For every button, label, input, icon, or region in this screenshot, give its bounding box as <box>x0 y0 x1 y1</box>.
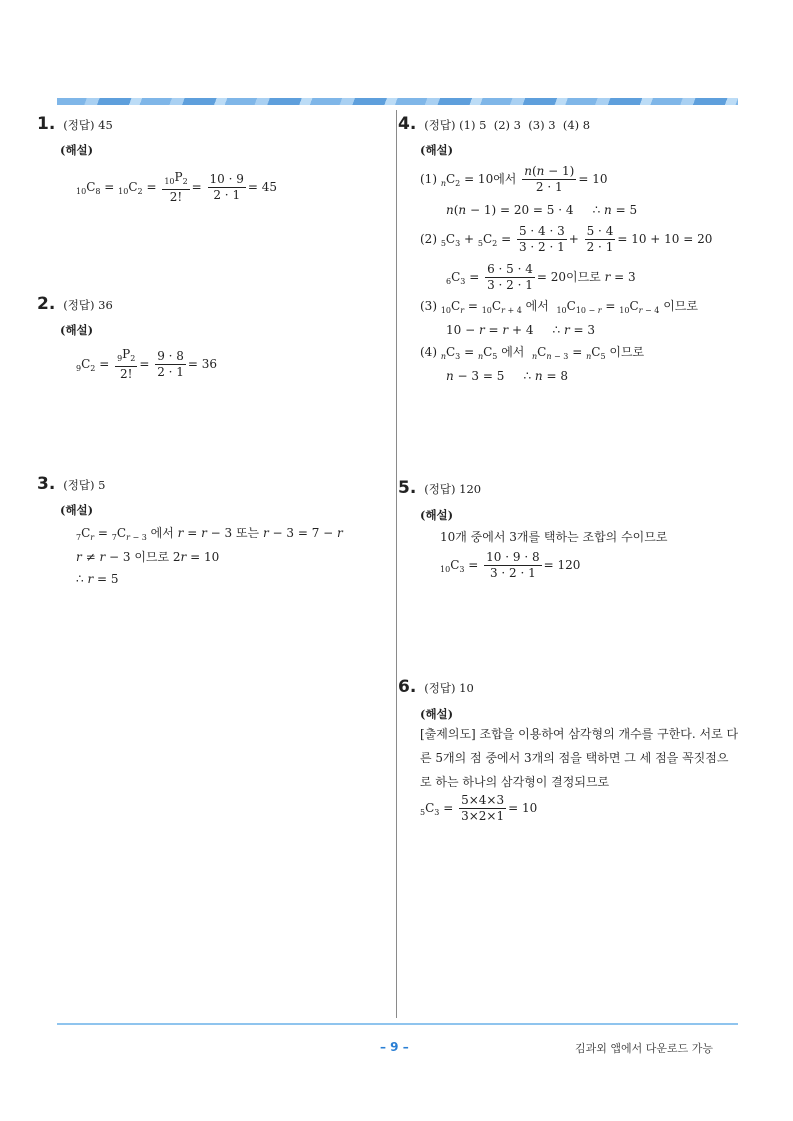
problem-number: 2. <box>37 294 56 314</box>
formula: $_7C_r = _7C_{r - 3}$ 에서 r = r − 3 또는 r − 3 = 7 − r <box>76 526 343 542</box>
answer: (정답) 10 <box>424 681 474 695</box>
answer: (정답) 120 <box>424 482 482 496</box>
problem-number: 4. <box>398 114 417 134</box>
problem-1-header <box>37 114 113 134</box>
formula: n(n − 1) = 20 = 5 · 4 ∴ n = 5 <box>446 203 638 217</box>
explanation-label: (해설) <box>420 508 454 522</box>
formula: $_5C_3$ = $\frac{5\times 4\times 3}{3\times 2\times 1}$ = 10 <box>420 793 538 823</box>
answer: (정답) 5 <box>63 478 106 492</box>
formula: 10 − r = r + 4 ∴ r = 3 <box>446 323 596 337</box>
problem-number: 1. <box>37 114 56 134</box>
header-bar <box>57 98 738 105</box>
column-divider <box>396 110 397 1018</box>
formula: (4) $_nC_3 = _nC_5$ 에서 $_nC_{n - 3} = _nC_5$ 이므로 <box>420 345 645 361</box>
problem-4-header <box>398 114 590 134</box>
footer-note: 김과외 앱에서 다운로드 가능 <box>575 1042 714 1055</box>
formula: r ≠ r − 3 이므로 2r = 10 <box>76 550 220 564</box>
problem-number: 6. <box>398 677 417 697</box>
formula: $_6C_3$ = $\frac{6 \cdot 5 \cdot 4}{3 \cdot 2 \cdot 1}$ = 20이므로 r = 3 <box>446 262 636 292</box>
explanation-label: (해설) <box>60 323 94 337</box>
page-number: – 9 – <box>380 1040 409 1054</box>
formula: ∴ r = 5 <box>76 572 119 586</box>
explanation-text: 10개 중에서 3개를 택하는 조합의 수이므로 <box>440 530 668 544</box>
explanation-label: (해설) <box>420 707 454 721</box>
problem-3-header <box>37 474 105 494</box>
problem-2-header <box>37 294 113 314</box>
answer: (정답) (1) 5 (2) 3 (3) 3 (4) 8 <box>424 118 591 132</box>
formula: $_{10}C_3$ = $\frac{10 \cdot 9 \cdot 8}{3 \cdot 2 \cdot 1}$ = 120 <box>440 550 581 580</box>
explanation-label: (해설) <box>420 143 454 157</box>
formula: n − 3 = 5 ∴ n = 8 <box>446 369 568 383</box>
explanation-label: (해설) <box>60 143 94 157</box>
formula: (3) $_{10}C_r = _{10}C_{r + 4}$ 에서 $_{10}C_{10 - r} = _{10}C_{r - 4}$ 이므로 <box>420 299 698 315</box>
explanation-label: (해설) <box>60 503 94 517</box>
footer-line <box>57 1023 738 1025</box>
problem-number: 3. <box>37 474 56 494</box>
formula: (2) $_5C_3 + _5C_2$ = $\frac{5 \cdot 4 \cdot 3}{3 \cdot 2 \cdot 1}$ + $\frac{5 \cdot 4}{2 \cdot 1}$ = 10 + 10 = 20 <box>420 224 713 254</box>
problem-5-header <box>398 478 481 498</box>
explanation-text: [출제의도] 조합을 이용하여 삼각형의 개수를 구한다. 서로 다른 5개의 점 중에서 3개의 점을 택하면 그 세 점을 꼭짓점으로 하는 하나의 삼각형이 결정되므로 <box>420 727 739 789</box>
problem-number: 5. <box>398 478 417 498</box>
answer: (정답) 45 <box>63 118 113 132</box>
answer: (정답) 36 <box>63 298 113 312</box>
problem-6-header <box>398 677 474 697</box>
formula: $_9C_2$ = $\frac{_9P_2}{2!}$ = $\frac{9 \cdot 8}{2 \cdot 1}$ = 36 <box>76 347 218 381</box>
formula: $_{10}C_8 = _{10}C_2$ = $\frac{_{10}P_2}{2!}$ = $\frac{10 \cdot 9}{2 \cdot 1}$ = 45 <box>76 170 278 204</box>
formula: (1) $_nC_2 = 10$에서 $\frac{n(n - 1)}{2 \cdot 1}$ = 10 <box>420 164 608 194</box>
